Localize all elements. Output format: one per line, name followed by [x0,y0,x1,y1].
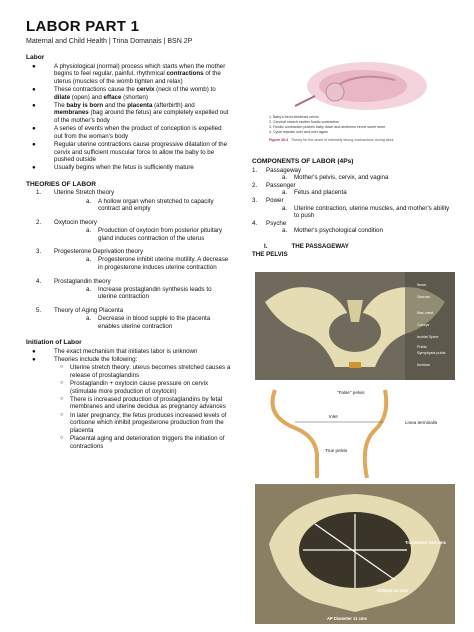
pelvic-diameter-figure [255,484,455,624]
passageway-heading: I. THE PASSAGEWAY [264,242,349,250]
theory-item: 3. Progesterone Deprivation theory a. Progesterone inhibit uterine motility. A decrease in progesterone induces uterine contraction [26,248,231,271]
component-detail: a. Mother's psychological condition [282,227,383,235]
theories-heading: THEORIES OF LABOR [26,180,96,188]
ap-label: AP Diameter 11 cms [327,616,367,621]
pelvis-label: Pubis [417,345,427,349]
pelvic-diameter-illustration [255,484,455,624]
pelvis-heading: THE PELVIS [252,250,288,258]
figure-label: Figure 30-4 [269,138,289,142]
right-column [252,158,452,258]
uterus-illustration [255,56,455,152]
bullet-marker: ● [32,164,36,172]
pelvis-wall-left [273,390,318,478]
pelvis-photo-figure [255,272,455,380]
theory-item: 2. Oxytocin theory a. Production of oxytocin from posterior pituitary gland induces contraction of the uterus [26,219,231,242]
theory-item: 1. Uterine Stretch theory a. A hollow organ when stretched to capacity contract and empty [26,189,231,212]
theory-detail: a. Production of oxytocin from posterior pituitary gland induces contraction of the uterus [86,227,223,242]
labor-bullet: ● Regular uterine contractions cause progressive dilatation of the cervix and sufficient muscular force to allow the baby to be pushed outside [32,140,228,164]
labor-bullets [26,63,231,172]
initiation-subitem: ○ Prostaglandin + oxytocin cause pressure on cervix (stimulate more production of oxytocin) [60,380,209,395]
components-list [252,167,452,235]
bullet-marker: ● [32,347,36,355]
pelvis-label: Coccyx [417,323,430,327]
theory-detail: a. Increase prostaglandin synthesis leads to uterine contraction [86,285,212,301]
pelvis-label: Ischial Spine [417,335,439,339]
page-subtitle: Maternal and Child Health | Trina Domanais | BSN 2P [26,38,193,45]
pelvis-side-diagram [255,386,455,480]
labor-bullet: ● A physiological (normal) process which starts when the mother begins to feel regular, painful, rhythmical contractions of the uterus (muscles of the womb tighten and relax) [32,62,226,85]
theory-detail: a. A hollow organ when stretched to capacity contract and empty [86,197,214,213]
component-item: 3. Power a. Uterine contraction, uterine muscles, and mother's ability to push [252,197,452,220]
labor-bullet: ● A series of events when the product of conception is expelled out from the woman's body [32,125,222,140]
initiation-subitem: ○ Uterine stretch theory: uterus becomes stretched causes a release of prostaglandins [60,364,231,379]
bullet-marker: ● [32,125,36,133]
uterus-contraction-figure [255,56,455,152]
pelvis-illustration [255,272,455,380]
theories-list [26,189,231,330]
left-column [26,52,231,451]
initiation-bullets [26,348,231,450]
bullet-marker: ● [32,85,36,93]
symphysis-marker [349,362,361,368]
caption-line: 1. Baby's bend stretches cervix [269,115,319,119]
inlet-label: Inlet [329,414,338,419]
caption-line: 2. Cervical stretch excites fundic contraction [269,120,340,124]
initiation-heading: Initiation of Labor [26,339,82,347]
bullet-marker: ● [32,356,36,364]
bullet-marker: ● [32,62,36,70]
figure-caption: Theory for the onset of intensely strong contractions during labor. [291,138,395,142]
page-title: LABOR PART 1 [26,18,140,35]
cervix-arrow [295,96,315,106]
labor-bullet: ● These contractions cause the cervix (neck of the womb) to dilate (open) and efface (shorten) [32,85,216,101]
fetal-head [326,83,344,101]
component-item: 1. Passageway a. Mother's pelvis, cervix, and vagina [252,167,452,182]
initiation-subitem: ○ In later pregnancy, the fetus produces increased levels of cortisone which inhibit progesterone production from the placenta [60,411,227,434]
component-detail: a. Mother's pelvis, cervix, and vagina [282,174,389,182]
labor-bullet: ● The baby is born and the placenta (afterbirth) and membranes (bag around the fetus) are completely expelled out of the mother's body [32,101,229,124]
initiation-subitem: ○ There is increased production of prostaglandins by fetal membranes and uterine decidua as pregnancy advances [60,395,226,411]
component-detail: a. Fetus and placenta [282,189,347,197]
linea-terminalis-label: Linea terminalis [405,420,438,425]
pelvis-label: Ischium [417,363,431,367]
false-true-pelvis-figure [255,386,455,480]
initiation-bullet: ● The exact mechanism that initiates labor is unknown [32,347,198,355]
component-detail: a. Uterine contraction, uterine muscles, and mother's ability to push [282,204,450,220]
component-item: 4. Psyche a. Mother's psychological condition [252,220,452,235]
labor-heading: Labor [26,54,45,61]
transverse-label: Transverse 13.5 cms [405,540,446,545]
labor-bullet: ● Usually begins when the fetus is sufficiently mature [32,164,194,172]
pelvis-label: Sacrum [417,295,431,299]
pelvis-label: Iliac crest [417,311,434,315]
oblique-label: Oblique 12 cms [377,588,408,593]
initiation-bullet: ● Theories include the following: ○ Uterine stretch theory: uterus becomes stretched causes a release of prostaglandins ○ Prostaglandin + oxytocin cause pressure on cervix (stimulate more production of oxytocin) ○ There is increased production of prostaglandins by fetal membranes and uterine decidua as pregnancy advances ○ In later pregnancy, the fetus produces increased levels of cortisone which inhibit progesterone production from the placenta ○ Placental aging and deterioration triggers the initiation of contractions [32,356,231,450]
false-pelvis-label: "False" pelvis [337,390,365,395]
theory-detail: a. Decrease in blood supple to the placenta enables uterine contraction [86,315,211,330]
components-heading: COMPONENTS OF LABOR (4Ps) [252,158,354,165]
bullet-marker: ● [32,140,36,148]
theory-item: 4. Prostaglandin theory a. Increase prostaglandin synthesis leads to uterine contraction [26,278,231,301]
caption-line: 3. Fundic contraction pushes baby down and stretches cervix some more [269,125,386,129]
pelvis-wall-right [365,390,386,478]
pelvis-label: Ileum [417,283,427,287]
initiation-subitem: ○ Placental aging and deterioration triggers the initiation of contractions [60,435,225,450]
caption-line: 4. Cycle repeats over and over again [269,130,328,134]
pelvis-label: Symphysis pubis [417,351,446,355]
true-pelvis-label: True pelvis [325,448,348,453]
theory-item: 5. Theory of Aging Placenta a. Decrease in blood supple to the placenta enables uterine contraction [26,307,231,330]
component-item: 2. Passenger a. Fetus and placenta [252,182,452,197]
bullet-marker: ● [32,101,36,109]
theory-detail: a. Progesterone inhibit uterine motility. A decrease in progesterone induces uterine contraction [86,256,229,271]
